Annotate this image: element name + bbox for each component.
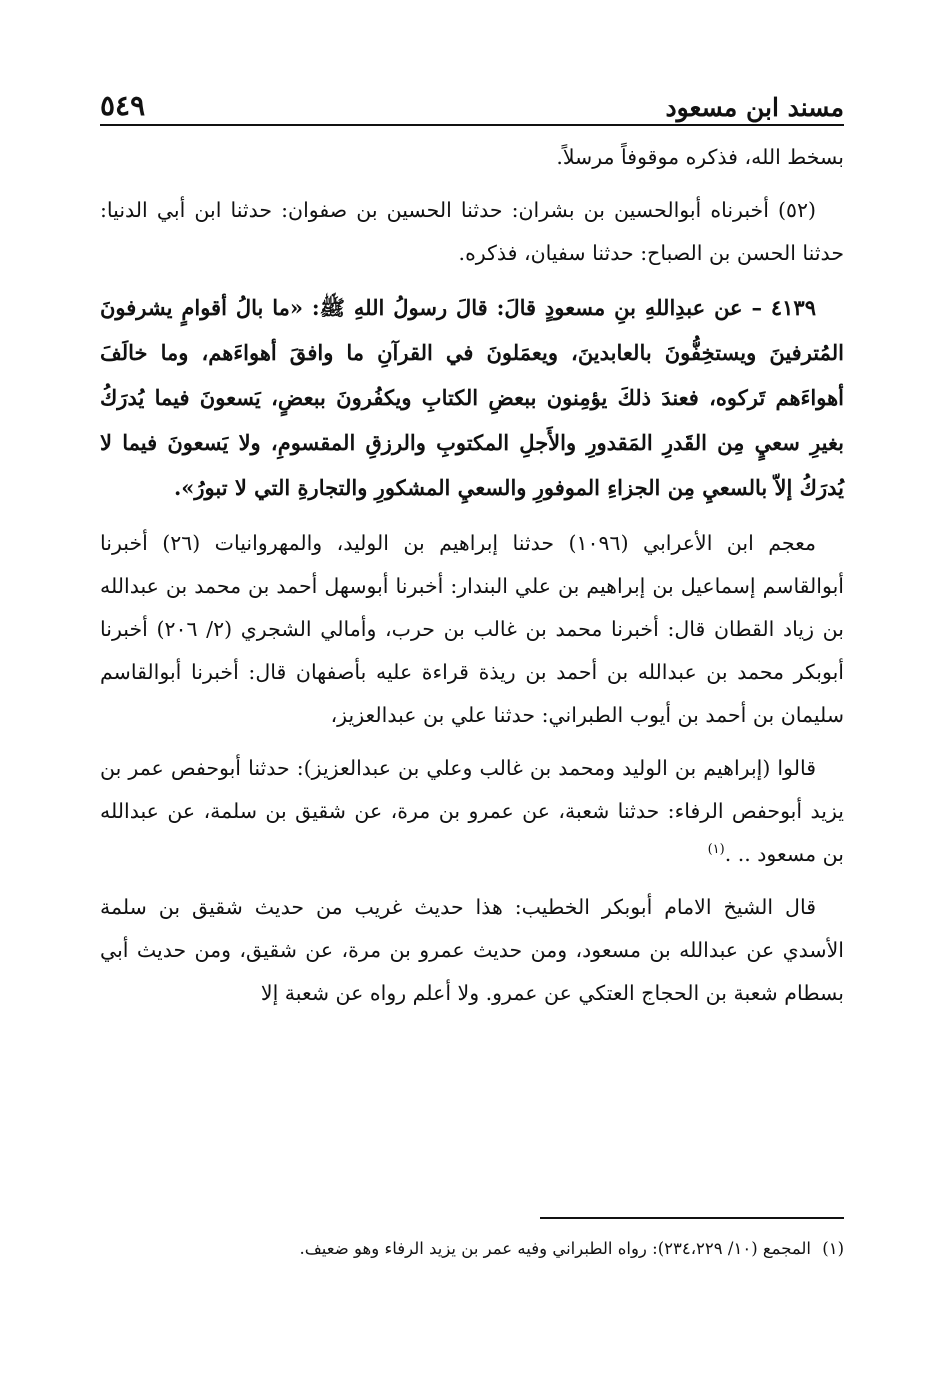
footnote-reference: (١) (707, 842, 725, 858)
paragraph-khatib-comment-text: قال الشيخ الامام أبوبكر الخطيب: هذا حديث غريب من حديث شقيق بن سلمة الأسدي عن عبدالله بن مسعود، ومن حديث عمرو بن مرة، عن شقيق، ومن حديث أبي بسطام شعبة بن الحجاج العتكي عن عمرو. ولا أعلم رواه عن شعبة إلا (100, 895, 844, 1005)
footnote-divider (540, 1217, 844, 1219)
paragraph-chain-52-text: (٥٢) أخبرناه أبوالحسين بن بشران: حدثنا الحسين بن صفوان: حدثنا ابن أبي الدنيا: حدثنا الحسن بن الصباح: حدثنا سفيان، فذكره. (100, 198, 844, 265)
header-divider (100, 124, 844, 126)
footnote-marker: (١) (822, 1239, 844, 1258)
page-header (100, 86, 844, 122)
paragraph-continuation: بسخط الله، فذكره موقوفاً مرسلاً. (556, 145, 844, 169)
paragraph-sources-text: معجم ابن الأعرابي (١٠٩٦) حدثنا إبراهيم بن الوليد، والمهروانيات (٢٦) أخبرنا أبوالقاسم إسماعيل بن إبراهيم بن علي البندار: أخبرنا أبوسهل أحمد بن محمد بن عبدالله بن زياد القطان قال: أخبرنا محمد بن غالب بن حرب، وأمالي الشجري (٢/ ٢٠٦) أخبرنا أبوبكر محمد بن عبدالله بن أحمد بن ريذة قراءة عليه بأصفهان قال: أخبرنا أبوالقاسم سليمان بن أحمد بن أيوب الطبراني: حدثنا علي بن عبدالعزيز، (100, 531, 844, 727)
footnote (100, 1234, 844, 1264)
paragraph-chain-52 (100, 189, 844, 275)
footnote-text: المجمع (١٠/ ٢٣٤،٢٢٩): رواه الطبراني وفيه عمر بن يزيد الرفاء وهو ضعيف. (299, 1239, 811, 1258)
paragraph-narrators (100, 747, 844, 876)
paragraph-sources (100, 522, 844, 737)
paragraph-khatib-comment (100, 886, 844, 1015)
hadith-4139 (100, 285, 844, 510)
hadith-4139-text: ٤١٣٩ – عن عبدِاللهِ بنِ مسعودٍ قالَ: قالَ رسولُ اللهِ ﷺ: «ما بالُ أقوامٍ يشرفونَ المُترفينَ ويستخِفُّونَ بالعابدينَ، ويعمَلونَ في القرآنِ ما وافقَ أهواءَهم، وما خالَفَ أهواءَهم تَركوه، فعندَ ذلكَ يؤمِنون ببعضِ الكتابِ ويكفُرونَ ببعضٍ، يَسعونَ فيما يُدرَكُ بغيرِ سعيٍ مِن القَدرِ المَقدورِ والأَجلِ المكتوبِ والرزقِ المقسومِ، ولا يَسعونَ فيما لا يُدرَكُ إلاّ بالسعيِ مِن الجزاءِ الموفورِ والسعيِ المشكورِ والتجارةِ التي لا تبورُ». (100, 295, 844, 500)
paragraph-narrators-text: قالوا (إبراهيم بن الوليد ومحمد بن غالب وعلي بن عبدالعزيز): حدثنا أبوحفص عمر بن يزيد أبوحفص الرفاء: حدثنا شعبة، عن عمرو بن مرة، عن شقيق بن سلمة، عن عبدالله بن مسعود .. . (100, 756, 844, 866)
running-title: مسند ابن مسعود (665, 93, 844, 122)
page-number: ٥٤٩ (100, 89, 146, 122)
main-text (100, 136, 844, 1025)
